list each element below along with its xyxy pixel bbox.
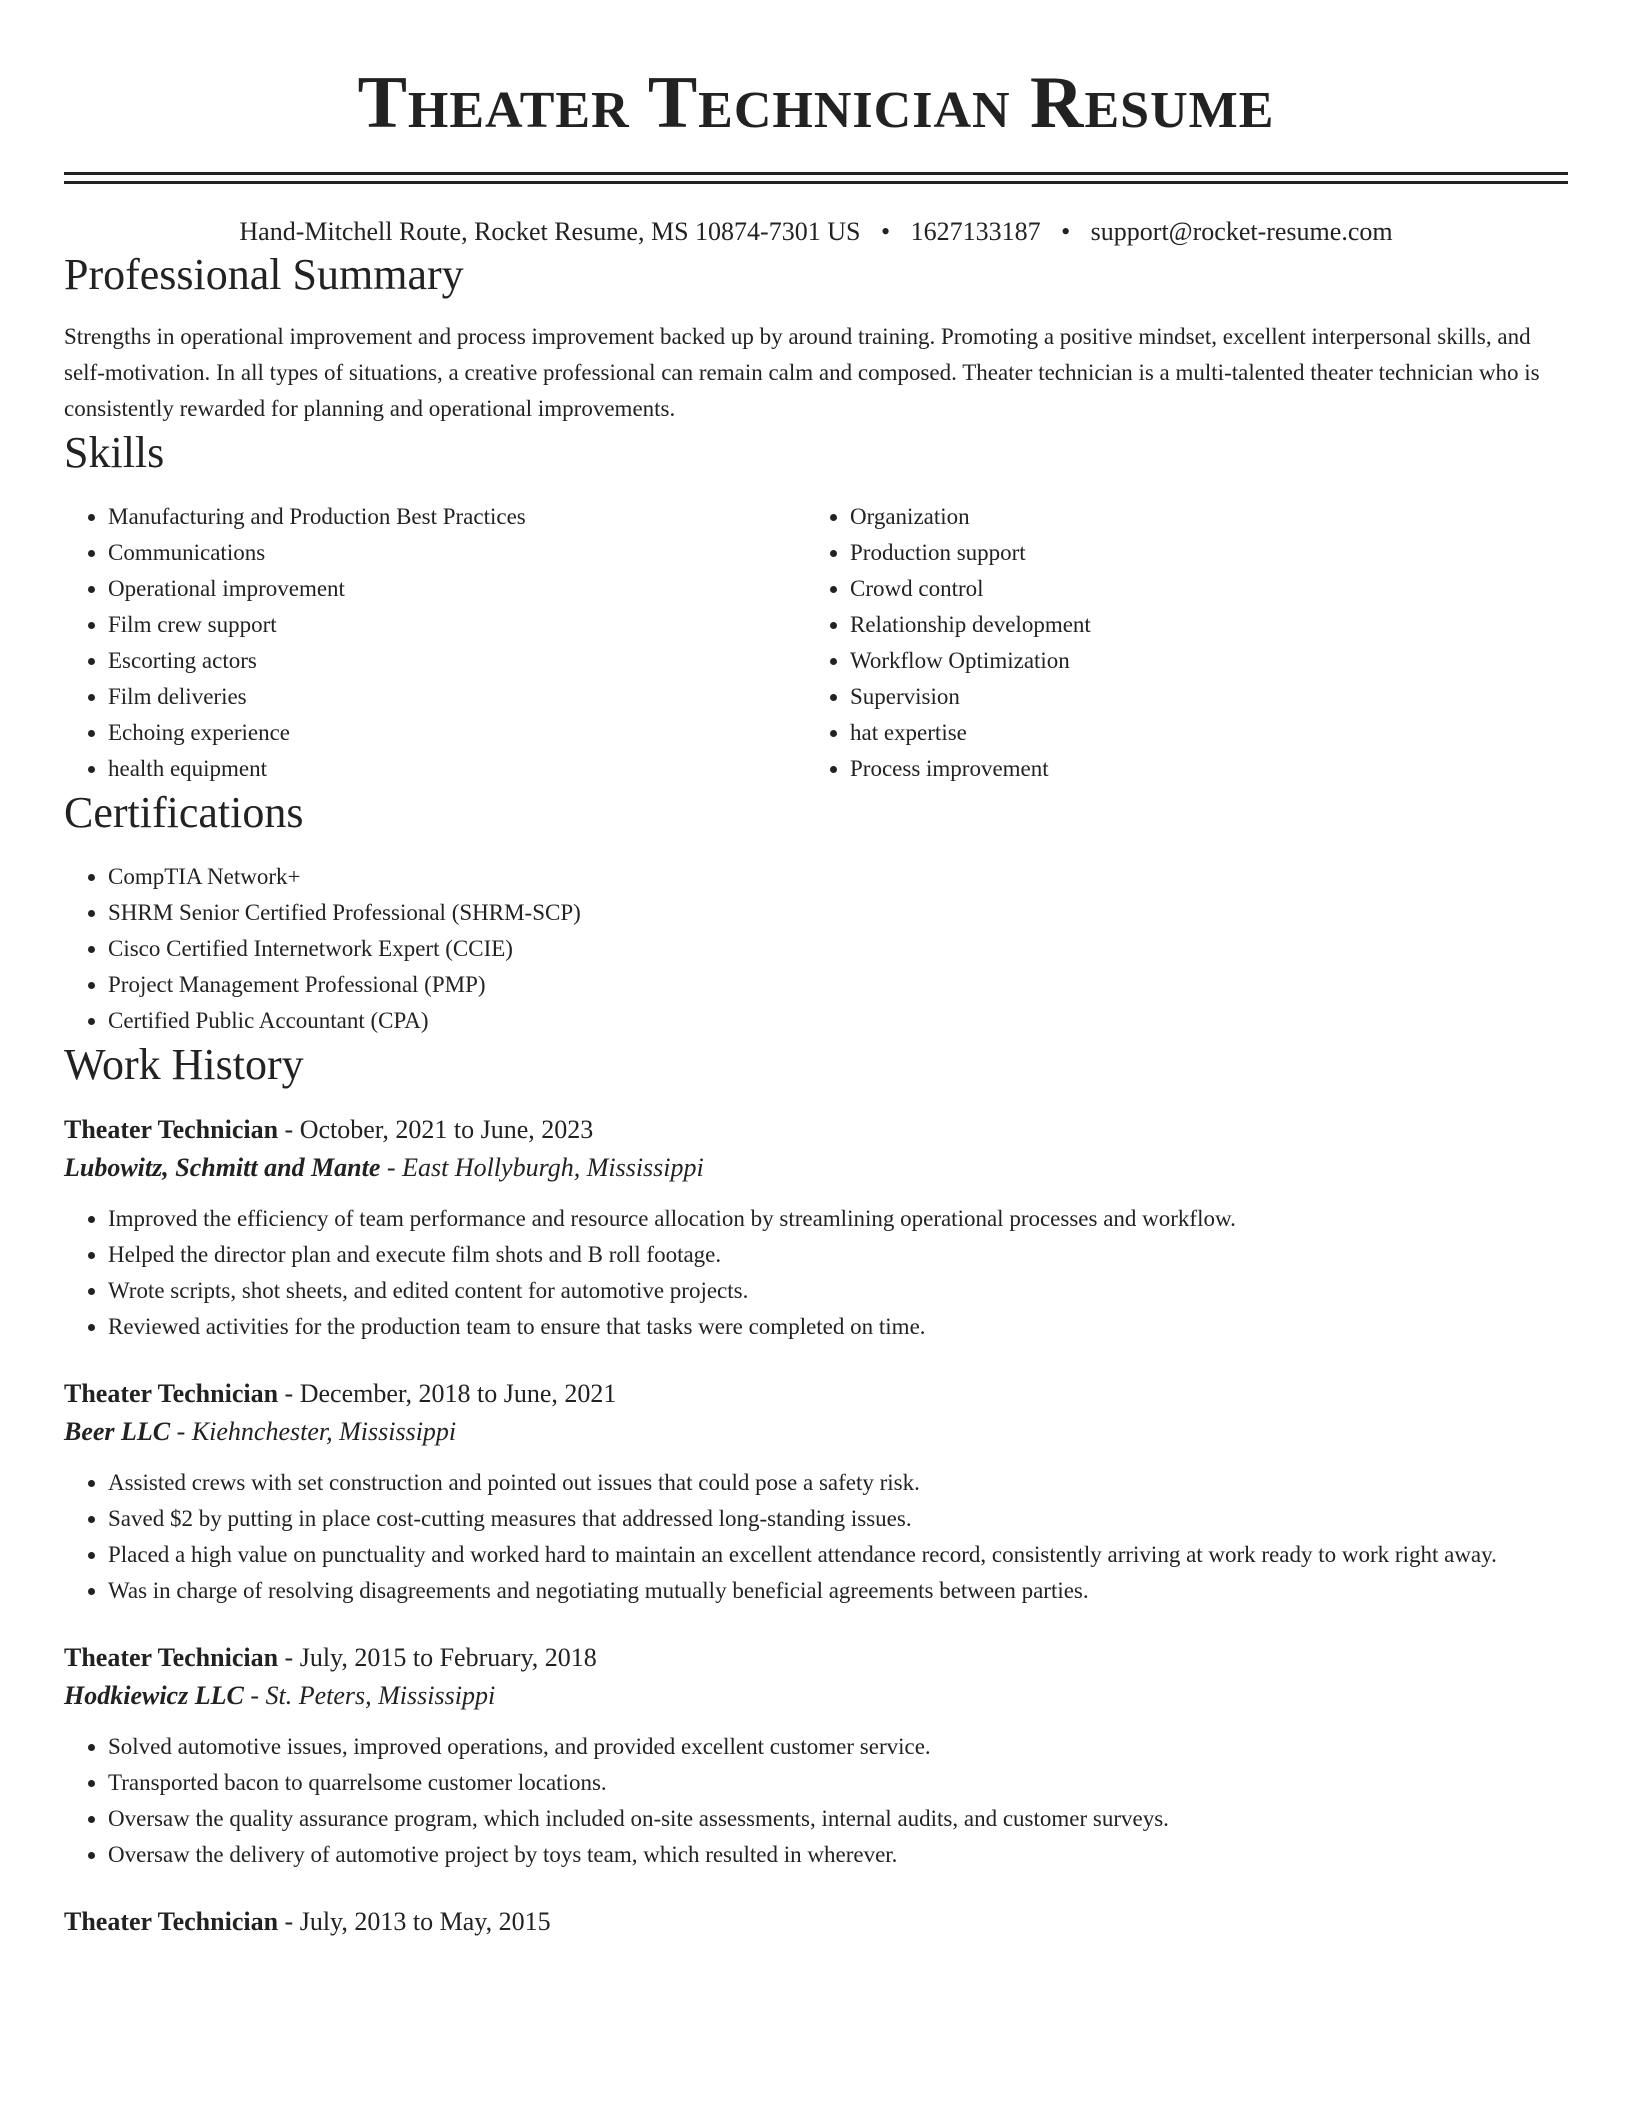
certification-item: • Project Management Professional (PMP) bbox=[108, 967, 1568, 1003]
job-role: Theater Technician bbox=[64, 1643, 279, 1672]
skill-item: • Film crew support bbox=[108, 607, 806, 643]
job-title-line bbox=[64, 1111, 1568, 1149]
job-title-line bbox=[64, 1639, 1568, 1677]
job-entry bbox=[64, 1111, 1568, 1345]
skill-item: • Echoing experience bbox=[108, 715, 806, 751]
skill-item: • Crowd control bbox=[850, 571, 1548, 607]
job-title-line bbox=[64, 1903, 1568, 1941]
job-entry bbox=[64, 1375, 1568, 1609]
skill-item: • Process improvement bbox=[850, 751, 1548, 787]
job-company: Beer LLC bbox=[64, 1417, 171, 1446]
contact-line bbox=[64, 215, 1568, 249]
job-dash: - bbox=[278, 1907, 300, 1936]
skills-list-right bbox=[806, 499, 1548, 787]
certification-item: • Cisco Certified Internetwork Expert (CCIE) bbox=[108, 931, 1568, 967]
job-location: Kiehnchester, Mississippi bbox=[191, 1417, 457, 1446]
resume-title: Theater Technician Resume bbox=[357, 62, 1275, 144]
job-role: Theater Technician bbox=[64, 1115, 279, 1144]
title-double-rule bbox=[64, 172, 1568, 184]
job-duty: • Reviewed activities for the production team to ensure that tasks were completed on time. bbox=[108, 1309, 1568, 1345]
job-duty: • Oversaw the quality assurance program, which included on-site assessments, internal audits, and customer surveys. bbox=[108, 1801, 1568, 1837]
job-duty: • Helped the director plan and execute film shots and B roll footage. bbox=[108, 1237, 1568, 1273]
job-dash: - bbox=[170, 1417, 192, 1446]
skill-item: • Workflow Optimization bbox=[850, 643, 1548, 679]
job-duty: • Oversaw the delivery of automotive project by toys team, which resulted in wherever. bbox=[108, 1837, 1568, 1873]
work-history-heading: Work History bbox=[64, 1040, 304, 1089]
job-company-line bbox=[64, 1413, 1568, 1451]
job-company: Lubowitz, Schmitt and Mante bbox=[64, 1153, 381, 1182]
skill-item: • Film deliveries bbox=[108, 679, 806, 715]
job-dates: October, 2021 to June, 2023 bbox=[299, 1115, 594, 1144]
job-duty: • Improved the efficiency of team performance and resource allocation by streamlining operational processes and workflow. bbox=[108, 1201, 1568, 1237]
job-entry bbox=[64, 1639, 1568, 1873]
contact-address: Hand-Mitchell Route, Rocket Resume, MS 10874-7301 US bbox=[239, 217, 861, 246]
skill-item: • Relationship development bbox=[850, 607, 1548, 643]
certification-item: • SHRM Senior Certified Professional (SHRM-SCP) bbox=[108, 895, 1568, 931]
job-location: St. Peters, Mississippi bbox=[265, 1681, 496, 1710]
certifications-heading: Certifications bbox=[64, 788, 304, 837]
job-duty: • Saved $2 by putting in place cost-cutting measures that addressed long-standing issues. bbox=[108, 1501, 1568, 1537]
job-duties-list bbox=[64, 1201, 1568, 1345]
summary-heading: Professional Summary bbox=[64, 250, 464, 299]
skill-item: • Escorting actors bbox=[108, 643, 806, 679]
job-company-line bbox=[64, 1149, 1568, 1187]
job-duties-list bbox=[64, 1465, 1568, 1609]
certification-item: • CompTIA Network+ bbox=[108, 859, 1568, 895]
summary-text: Strengths in operational improvement and process improvement backed up by around training. Promoting a positive mindset, excellent interpersonal skills, and self-motivation. In all types of situations, a creative professional can remain calm and composed. Theater technician is a multi-talented theater technician who is consistently rewarded for planning and operational improvements. bbox=[64, 324, 1540, 421]
contact-separator: • bbox=[1061, 217, 1071, 246]
job-dates: December, 2018 to June, 2021 bbox=[299, 1379, 617, 1408]
skill-item: • Supervision bbox=[850, 679, 1548, 715]
job-duty: • Assisted crews with set construction and pointed out issues that could pose a safety risk. bbox=[108, 1465, 1568, 1501]
job-dash: - bbox=[278, 1643, 300, 1672]
skills-column-right bbox=[806, 499, 1548, 787]
job-entry bbox=[64, 1903, 1568, 1941]
certification-item: • Certified Public Accountant (CPA) bbox=[108, 1003, 1568, 1039]
job-duty: • Transported bacon to quarrelsome customer locations. bbox=[108, 1765, 1568, 1801]
job-dash: - bbox=[380, 1153, 403, 1182]
skills-column-left bbox=[64, 499, 806, 787]
skill-item: • health equipment bbox=[108, 751, 806, 787]
job-dash: - bbox=[278, 1379, 300, 1408]
job-dates: July, 2013 to May, 2015 bbox=[299, 1907, 551, 1936]
skills-list-left bbox=[64, 499, 806, 787]
job-duties-list bbox=[64, 1729, 1568, 1873]
contact-email: support@rocket-resume.com bbox=[1090, 217, 1393, 246]
job-role: Theater Technician bbox=[64, 1907, 279, 1936]
skill-item: • Manufacturing and Production Best Practices bbox=[108, 499, 806, 535]
skill-item: • Communications bbox=[108, 535, 806, 571]
job-duty: • Solved automotive issues, improved operations, and provided excellent customer service. bbox=[108, 1729, 1568, 1765]
job-duty: • Placed a high value on punctuality and worked hard to maintain an excellent attendance record, consistently arriving at work ready to work right away. bbox=[108, 1537, 1568, 1573]
job-role: Theater Technician bbox=[64, 1379, 279, 1408]
skill-item: • hat expertise bbox=[850, 715, 1548, 751]
skill-item: • Organization bbox=[850, 499, 1548, 535]
contact-separator: • bbox=[880, 217, 891, 246]
job-dates: July, 2015 to February, 2018 bbox=[299, 1643, 597, 1672]
skill-item: • Operational improvement bbox=[108, 571, 806, 607]
skills-heading: Skills bbox=[64, 428, 165, 477]
certifications-list bbox=[64, 859, 1568, 1039]
skills-grid bbox=[64, 499, 1568, 787]
job-company: Hodkiewicz LLC bbox=[64, 1681, 244, 1710]
contact-phone: 1627133187 bbox=[910, 217, 1041, 246]
job-title-line bbox=[64, 1375, 1568, 1413]
job-location: East Hollyburgh, Mississippi bbox=[402, 1153, 704, 1182]
skill-item: • Production support bbox=[850, 535, 1548, 571]
job-dash: - bbox=[278, 1115, 300, 1144]
job-duty: • Was in charge of resolving disagreements and negotiating mutually beneficial agreements between parties. bbox=[108, 1573, 1568, 1609]
job-dash: - bbox=[243, 1681, 266, 1710]
job-company-line bbox=[64, 1677, 1568, 1715]
job-duty: • Wrote scripts, shot sheets, and edited content for automotive projects. bbox=[108, 1273, 1568, 1309]
